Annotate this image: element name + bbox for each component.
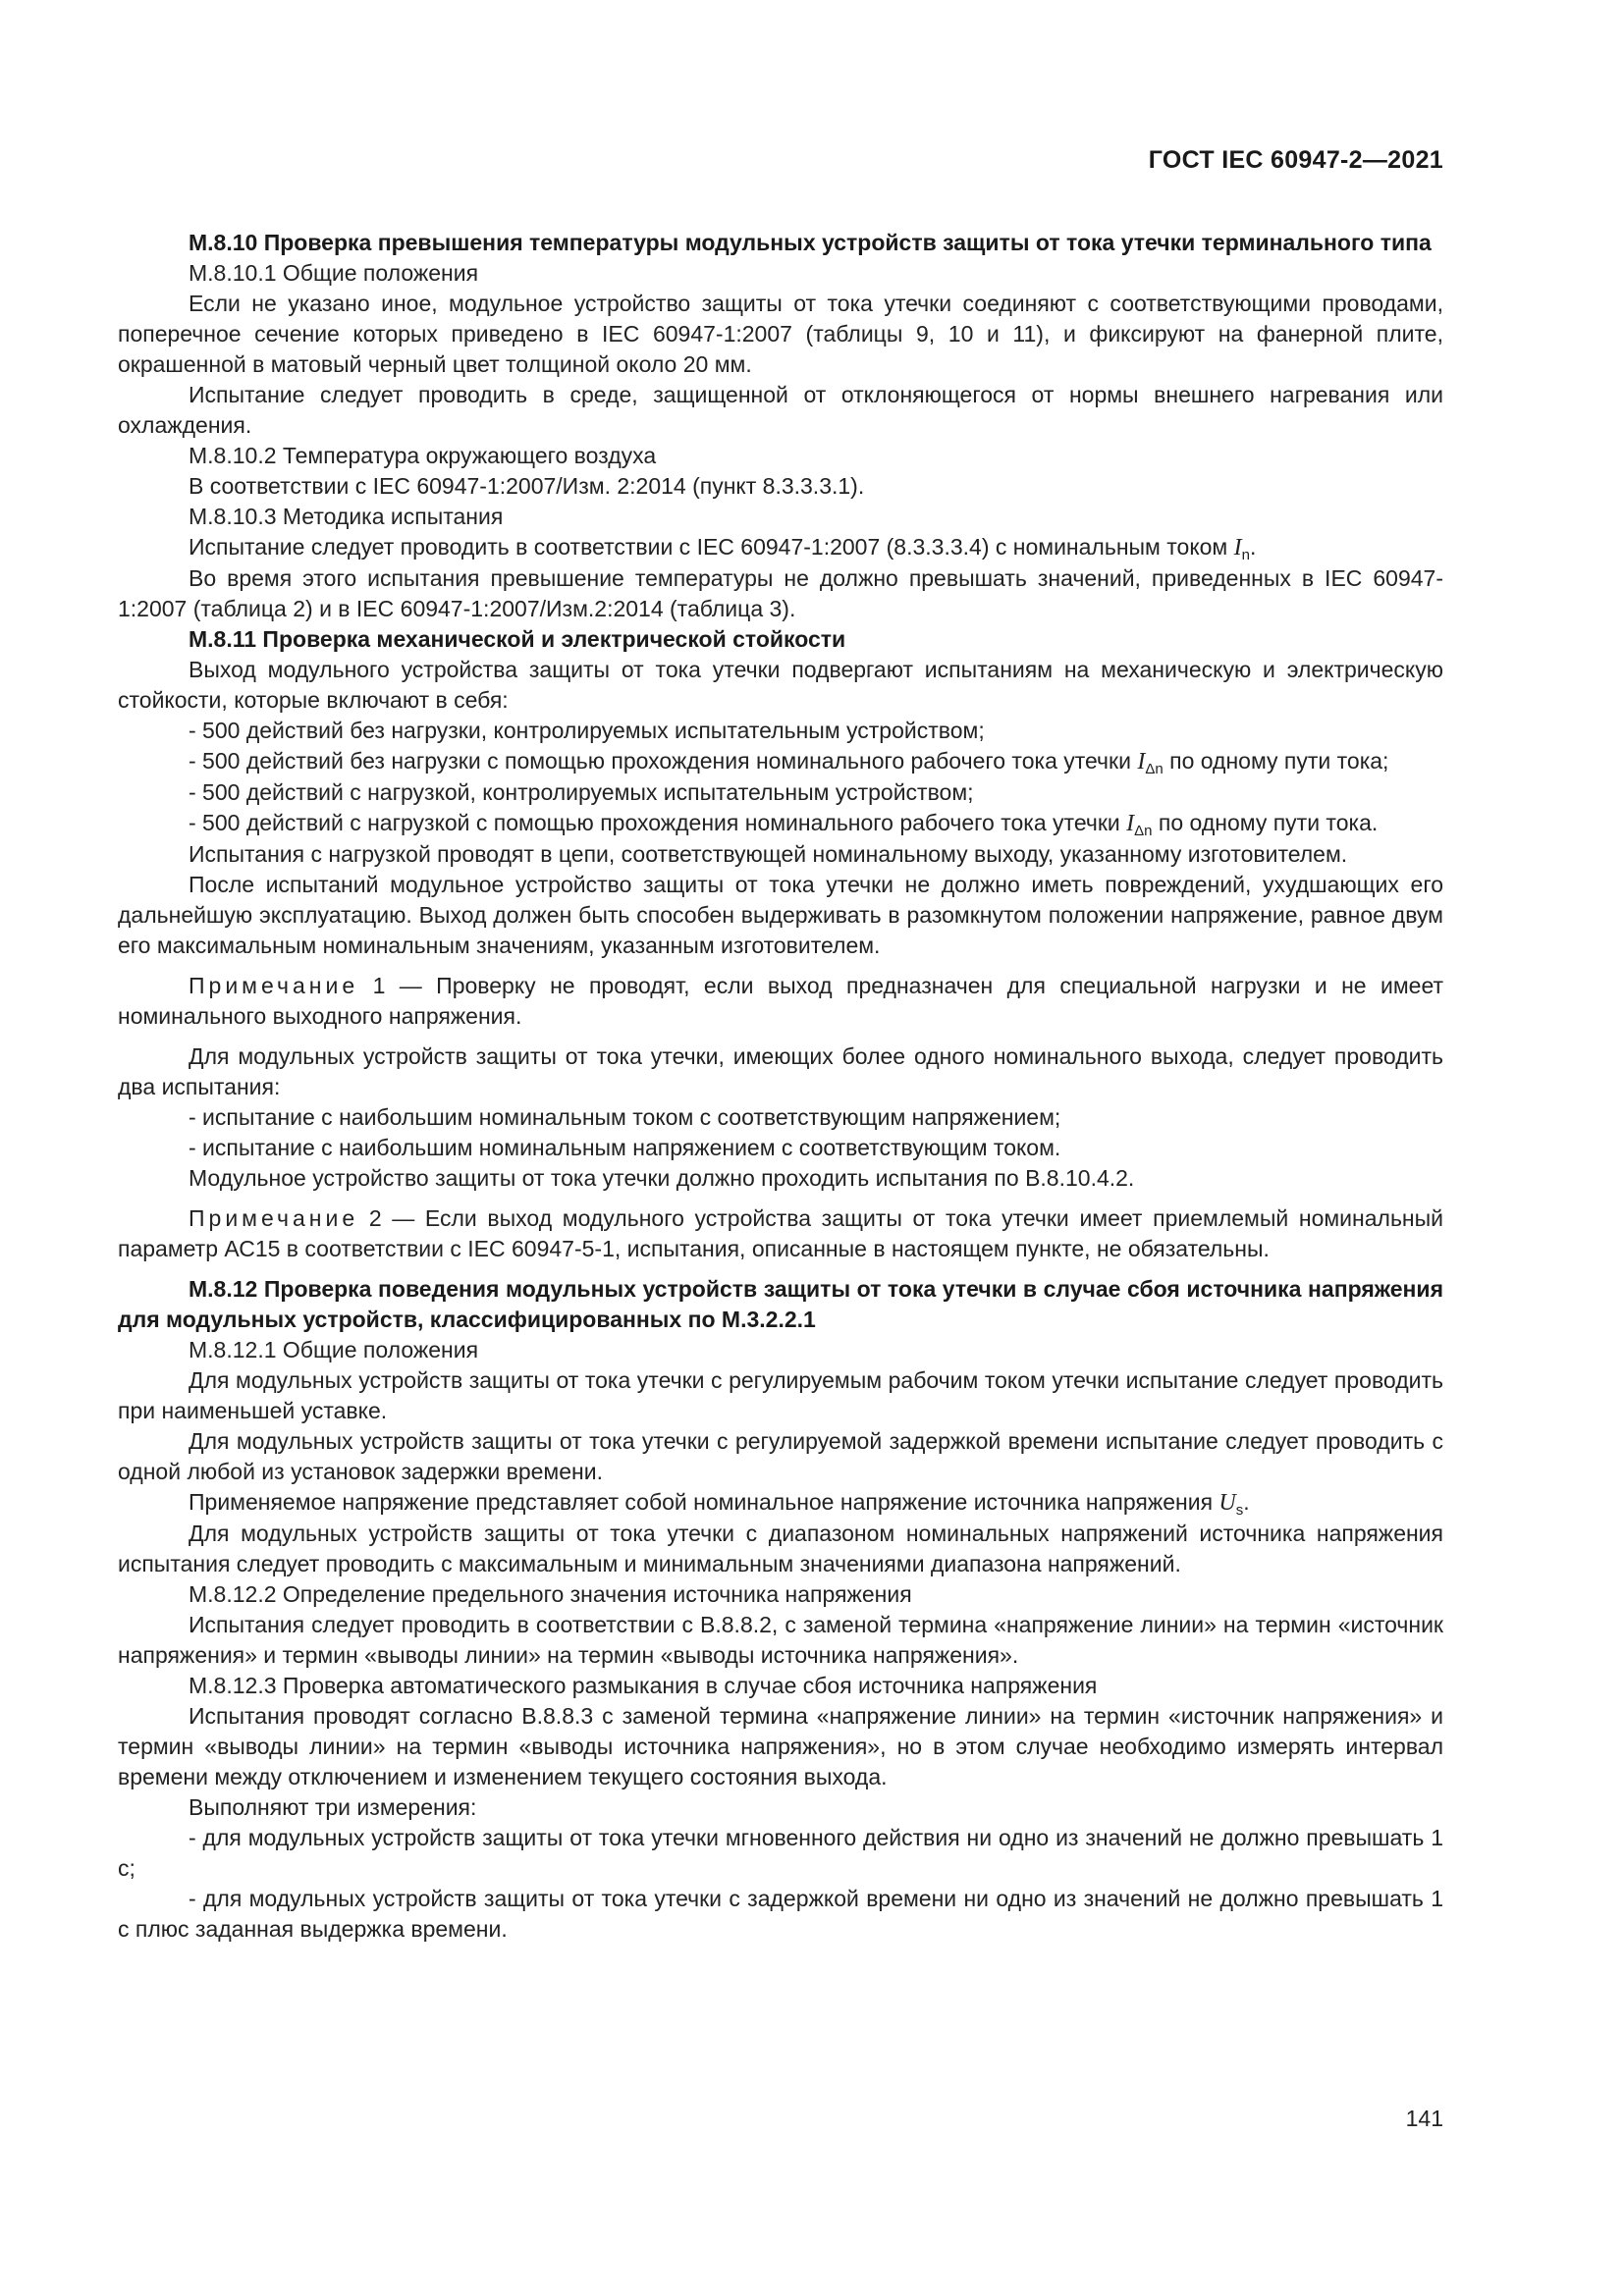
paragraph-text: Применяемое напряжение представляет собой номинальное напряжение источника напряжения	[189, 1489, 1214, 1515]
list-item: - испытание с наибольшим номинальным током с соответствующим напряжением;	[189, 1104, 1061, 1130]
list-item: - для модульных устройств защиты от тока утечки с задержкой времени ни одно из значений не должно превышать 1 с плюс заданная выдержка времени.	[118, 1886, 1443, 1942]
paragraph: Испытание следует проводить в среде, защищенной от отклоняющегося от нормы внешнего нагревания или охлаждения.	[118, 382, 1443, 438]
paragraph: В соответствии с IEC 60947-1:2007/Изм. 2:2014 (пункт 8.3.3.3.1).	[189, 473, 865, 499]
list-item: - для модульных устройств защиты от тока утечки мгновенного действия ни одно из значений не должно превышать 1 с;	[118, 1825, 1443, 1881]
paragraph: Испытания проводят согласно В.8.8.3 с заменой термина «напряжение линии» на термин «источник напряжения» и термин «выводы линии» на термин «выводы источника напряжения», но в этом случае необходимо измерять интервал времени между отключением и изменением текущего состояния выхода.	[118, 1703, 1443, 1789]
subsection-heading-m8102: М.8.10.2 Температура окружающего воздуха	[189, 443, 657, 468]
list-item-text: - 500 действий с нагрузкой с помощью прохождения номинального рабочего тока утечки	[189, 810, 1120, 835]
note-text: 1 — Проверку не проводят, если выход предназначен для специальной нагрузки и не имеет номинального выходного напряжения.	[118, 973, 1444, 1029]
paragraph: Выполняют три измерения:	[189, 1794, 477, 1820]
document-body	[118, 228, 1443, 1945]
paragraph: Для модульных устройств защиты от тока утечки с регулируемым рабочим током утечки испытание следует проводить при наименьшей уставке.	[118, 1367, 1443, 1423]
list-item	[118, 746, 1443, 777]
variable-symbol: I	[1233, 535, 1242, 561]
list-item-tail: по одному пути тока;	[1169, 748, 1389, 774]
note-text: 2 — Если выход модульного устройства защиты от тока утечки имеет приемлемый номинальный параметр АС15 в соответствии с IEC 60947-5-1, испытания, описанные в настоящем пункте, не обязательны.	[118, 1205, 1444, 1261]
variable-subscript: n	[1241, 547, 1250, 563]
paragraph: Испытания с нагрузкой проводят в цепи, соответствующей номинальному выходу, указанному изготовителем.	[189, 841, 1348, 867]
paragraph: Если не указано иное, модульное устройство защиты от тока утечки соединяют с соответствующими проводами, поперечное сечение которых приведено в IEC 60947-1:2007 (таблицы 9, 10 и 11), и фиксируют на фанерной плите, окрашенной в матовый черный цвет толщиной около 20 мм.	[118, 291, 1443, 377]
subsection-heading-m8122: М.8.12.2 Определение предельного значения источника напряжения	[189, 1581, 912, 1607]
list-item-tail: по одному пути тока.	[1158, 810, 1379, 835]
variable-subscript: s	[1235, 1502, 1244, 1519]
paragraph: Во время этого испытания превышение температуры не должно превышать значений, приведенных в IEC 60947-1:2007 (таблица 2) и в IEC 60947-1:2007/Изм.2:2014 (таблица 3).	[118, 565, 1443, 621]
page-number: 141	[1405, 2106, 1443, 2131]
list-item: - испытание с наибольшим номинальным напряжением с соответствующим током.	[189, 1135, 1061, 1160]
variable-subscript: Δn	[1145, 761, 1164, 777]
list-item: - 500 действий без нагрузки, контролируемых испытательным устройством;	[189, 718, 985, 743]
paragraph: Применяемое напряжение представляет собой номинальное напряжение источника напряжения $U_s$.	[189, 1489, 1250, 1519]
variable-symbol: I	[1137, 749, 1146, 774]
section-heading-m812: М.8.12 Проверка поведения модульных устройств защиты от тока утечки в случае сбоя источника напряжения для модульных устройств, классифицированных по М.3.2.2.1	[118, 1276, 1443, 1332]
note-label: Примечание	[189, 973, 359, 998]
paragraph: После испытаний модульное устройство защиты от тока утечки не должно иметь повреждений, ухудшающих его дальнейшую эксплуатацию. Выход должен быть способен выдерживать в разомкнутом положении напряжение, равное двум его максимальным номинальным значениям, указанным изготовителем.	[118, 872, 1443, 958]
paragraph: Для модульных устройств защиты от тока утечки, имеющих более одного номинального выхода, следует проводить два испытания:	[118, 1043, 1443, 1099]
note-1	[118, 971, 1443, 1032]
document-header: ГОСТ IEC 60947-2—2021	[1148, 146, 1443, 174]
subsection-heading-m8103: М.8.10.3 Методика испытания	[189, 504, 504, 529]
section-heading-m810: М.8.10 Проверка превышения температуры модульных устройств защиты от тока утечки терминального типа	[189, 230, 1432, 255]
subsection-heading-m8123: М.8.12.3 Проверка автоматического размыкания в случае сбоя источника напряжения	[189, 1673, 1098, 1698]
subsection-heading-m8101: М.8.10.1 Общие положения	[189, 260, 479, 286]
section-heading-m811: М.8.11 Проверка механической и электрической стойкости	[189, 626, 846, 652]
list-item	[118, 808, 1443, 839]
paragraph: Испытания следует проводить в соответствии с В.8.8.2, с заменой термина «напряжение линии» на термин «источник напряжения» и термин «выводы линии» на термин «выводы источника напряжения».	[118, 1612, 1443, 1668]
list-item: - 500 действий с нагрузкой, контролируемых испытательным устройством;	[189, 779, 974, 805]
list-item-text: - 500 действий без нагрузки с помощью прохождения номинального рабочего тока утечки	[189, 748, 1131, 774]
paragraph: Выход модульного устройства защиты от тока утечки подвергают испытаниям на механическую и электрическую стойкости, которые включают в себя:	[118, 657, 1443, 713]
variable-subscript: Δn	[1134, 823, 1153, 839]
subsection-heading-m8121: М.8.12.1 Общие положения	[189, 1337, 479, 1362]
variable-symbol: I	[1126, 811, 1135, 836]
paragraph: Для модульных устройств защиты от тока утечки с регулируемой задержкой времени испытание следует проводить с одной любой из установок задержки времени.	[118, 1428, 1443, 1484]
note-2	[118, 1203, 1443, 1264]
paragraph: Испытание следует проводить в соответствии с IEC 60947-1:2007 (8.3.3.3.4) с номинальным током $I_n$.	[189, 534, 1257, 563]
note-label: Примечание	[189, 1205, 359, 1231]
paragraph: Для модульных устройств защиты от тока утечки с диапазоном номинальных напряжений источника напряжения испытания следует проводить с максимальным и минимальным значениями диапазона напряжений.	[118, 1521, 1443, 1576]
paragraph: Модульное устройство защиты от тока утечки должно проходить испытания по В.8.10.4.2.	[189, 1165, 1135, 1191]
paragraph-text: Испытание следует проводить в соответствии с IEC 60947-1:2007 (8.3.3.3.4) с номинальным током	[189, 534, 1228, 560]
variable-symbol: U	[1218, 1490, 1236, 1516]
